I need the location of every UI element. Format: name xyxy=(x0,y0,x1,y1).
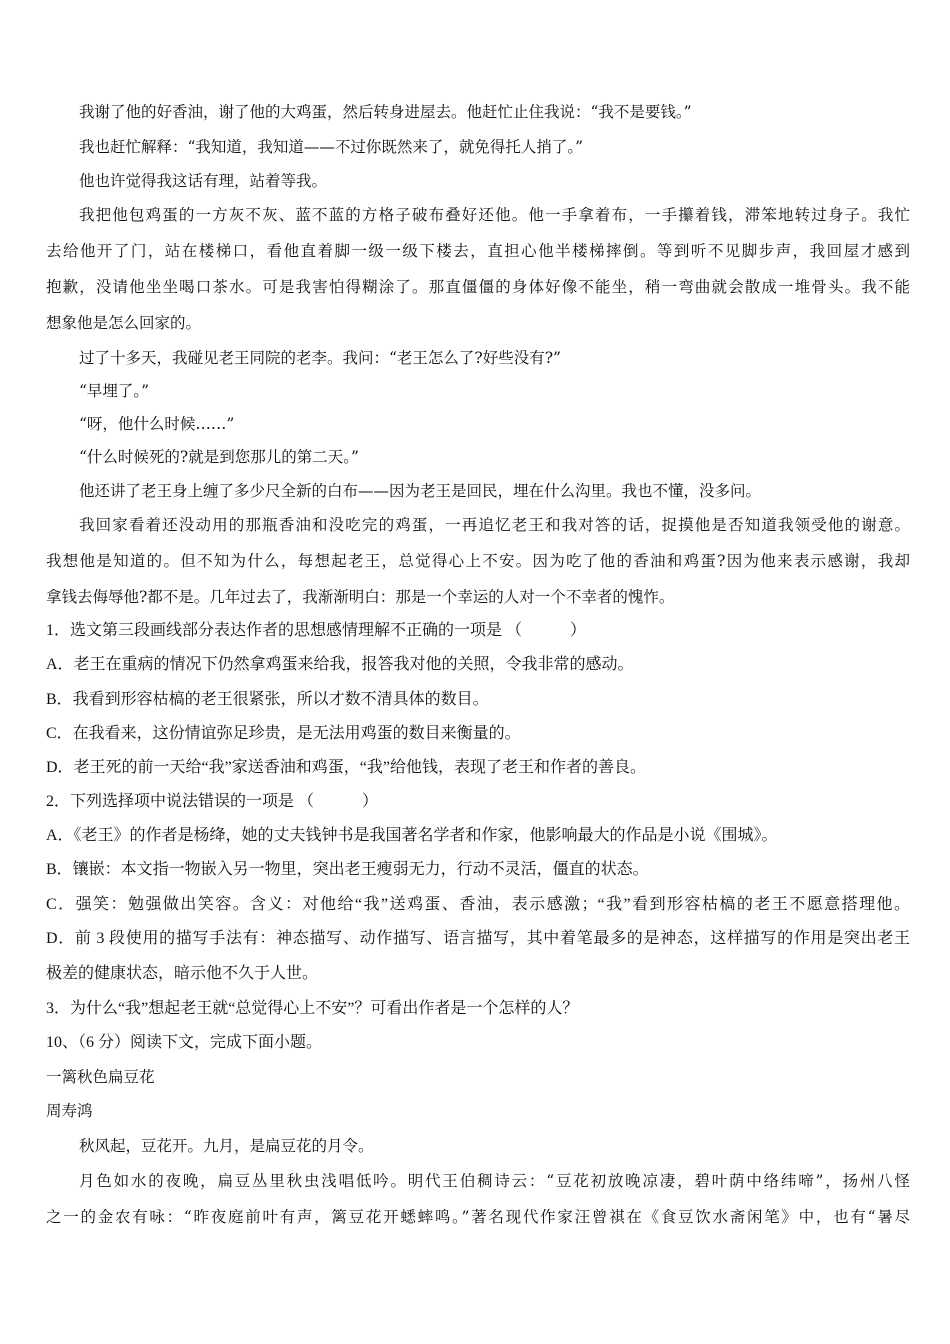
question-2-option-a: A．《老王》的作者是杨绛，她的丈夫钱钟书是我国著名学者和作家，他影响最大的作品是小说《围城》。 xyxy=(46,827,778,844)
question-1-option-b: B．我看到形容枯槁的老王很紧张，所以才数不清具体的数目。 xyxy=(46,691,489,708)
story-paragraph-4-line-3: 抱歉，没请他坐坐喝口茶水。可是我害怕得糊涂了。那直僵僵的身体好像不能坐，稍一弯曲就会散成一堆骨头。我不能 xyxy=(46,278,910,296)
story-paragraph-6: “早埋了。” xyxy=(79,382,150,400)
story-paragraph-4-line-1: 我把他包鸡蛋的一方灰不灰、蓝不蓝的方格子破布叠好还他。他一手拿着布，一手攥着钱，滞笨地转过身子。我忙 xyxy=(79,206,910,224)
question-1-option-c: C．在我看来，这份情谊弥足珍贵，是无法用鸡蛋的数目来衡量的。 xyxy=(46,725,521,742)
article-author: 周寿鸿 xyxy=(46,1102,93,1120)
question-1-stem: 1．选文第三段画线部分表达作者的思想感情理解不正确的一项是 （ ） xyxy=(46,622,587,639)
story-paragraph-7: “呀，他什么时候……” xyxy=(79,415,235,433)
question-2-option-d-line-2: 极差的健康状态，暗示他不久于人世。 xyxy=(46,965,319,982)
story-paragraph-2: 我也赶忙解释：“我知道，我知道——不过你既然来了，就免得托人捎了。” xyxy=(79,138,584,156)
story-paragraph-9: 他还讲了老王身上缠了多少尺全新的白布——因为老王是回民，埋在什么沟里。我也不懂，没多问。 xyxy=(79,482,762,500)
question-2-stem: 2．下列选择项中说法错误的一项是 （ ） xyxy=(46,793,379,810)
article-title: 一篱秋色扁豆花 xyxy=(46,1068,155,1086)
question-3-stem: 3．为什么“我”想起老王就“总觉得心上不安”？可看出作者是一个怎样的人？ xyxy=(46,1000,579,1017)
story-paragraph-3: 他也许觉得我这话有理，站着等我。 xyxy=(79,172,328,190)
article-paragraph-1: 秋风起，豆花开。九月，是扁豆花的月令。 xyxy=(79,1137,374,1155)
section-10-heading: 10、（6 分）阅读下文，完成下面小题。 xyxy=(46,1034,323,1051)
story-paragraph-10-line-1: 我回家看着还没动用的那瓶香油和没吃完的鸡蛋，一再追忆老王和我对答的话，捉摸他是否知道我领受他的谢意。 xyxy=(79,516,910,534)
story-paragraph-5: 过了十多天，我碰见老王同院的老李。我问：“老王怎么了?好些没有?” xyxy=(79,349,561,367)
story-paragraph-1: 我谢了他的好香油，谢了他的大鸡蛋，然后转身进屋去。他赶忙止住我说：“我不是要钱。” xyxy=(79,103,692,121)
question-2-option-b: B．镶嵌：本文指一物嵌入另一物里，突出老王瘦弱无力，行动不灵活，僵直的状态。 xyxy=(46,861,649,878)
story-paragraph-4-line-4: 想象他是怎么回家的。 xyxy=(46,314,202,332)
article-paragraph-2-line-1: 月色如水的夜晚，扁豆丛里秋虫浅唱低吟。明代王伯稠诗云：“豆花初放晚凉凄，碧叶荫中络纬啼”，扬州八怪 xyxy=(79,1172,910,1190)
article-paragraph-2-line-2: 之一的金农有咏：“昨夜庭前叶有声，篱豆花开蟋蟀鸣。”著名现代作家汪曾祺在《食豆饮水斋闲笔》中，也有“暑尽 xyxy=(46,1208,910,1226)
story-paragraph-10-line-2: 我想他是知道的。但不知为什么，每想起老王，总觉得心上不安。因为吃了他的香油和鸡蛋?因为他来表示感谢，我却 xyxy=(46,552,910,570)
story-paragraph-8: “什么时候死的?就是到您那儿的第二天。” xyxy=(79,448,359,466)
story-paragraph-10-line-3: 拿钱去侮辱他?都不是。几年过去了，我渐渐明白：那是一个幸运的人对一个不幸者的愧怍。 xyxy=(46,588,675,606)
story-paragraph-4-line-2: 去给他开了门，站在楼梯口，看他直着脚一级一级下楼去，直担心他半楼梯摔倒。等到听不见脚步声，我回屋才感到 xyxy=(46,242,910,260)
question-1-option-a: A．老王在重病的情况下仍然拿鸡蛋来给我，报答我对他的关照，令我非常的感动。 xyxy=(46,656,634,673)
question-2-option-d-line-1: D．前 3 段使用的描写手法有：神态描写、动作描写、语言描写，其中着笔最多的是神态，这样描写的作用是突出老王 xyxy=(46,930,910,947)
question-2-option-c: C．强笑：勉强做出笑容。含义：对他给“我”送鸡蛋、香油，表示感激；“我”看到形容枯槁的老王不愿意搭理他。 xyxy=(46,896,910,913)
question-1-option-d: D．老王死的前一天给“我”家送香油和鸡蛋，“我”给他钱，表现了老王和作者的善良。 xyxy=(46,759,646,776)
